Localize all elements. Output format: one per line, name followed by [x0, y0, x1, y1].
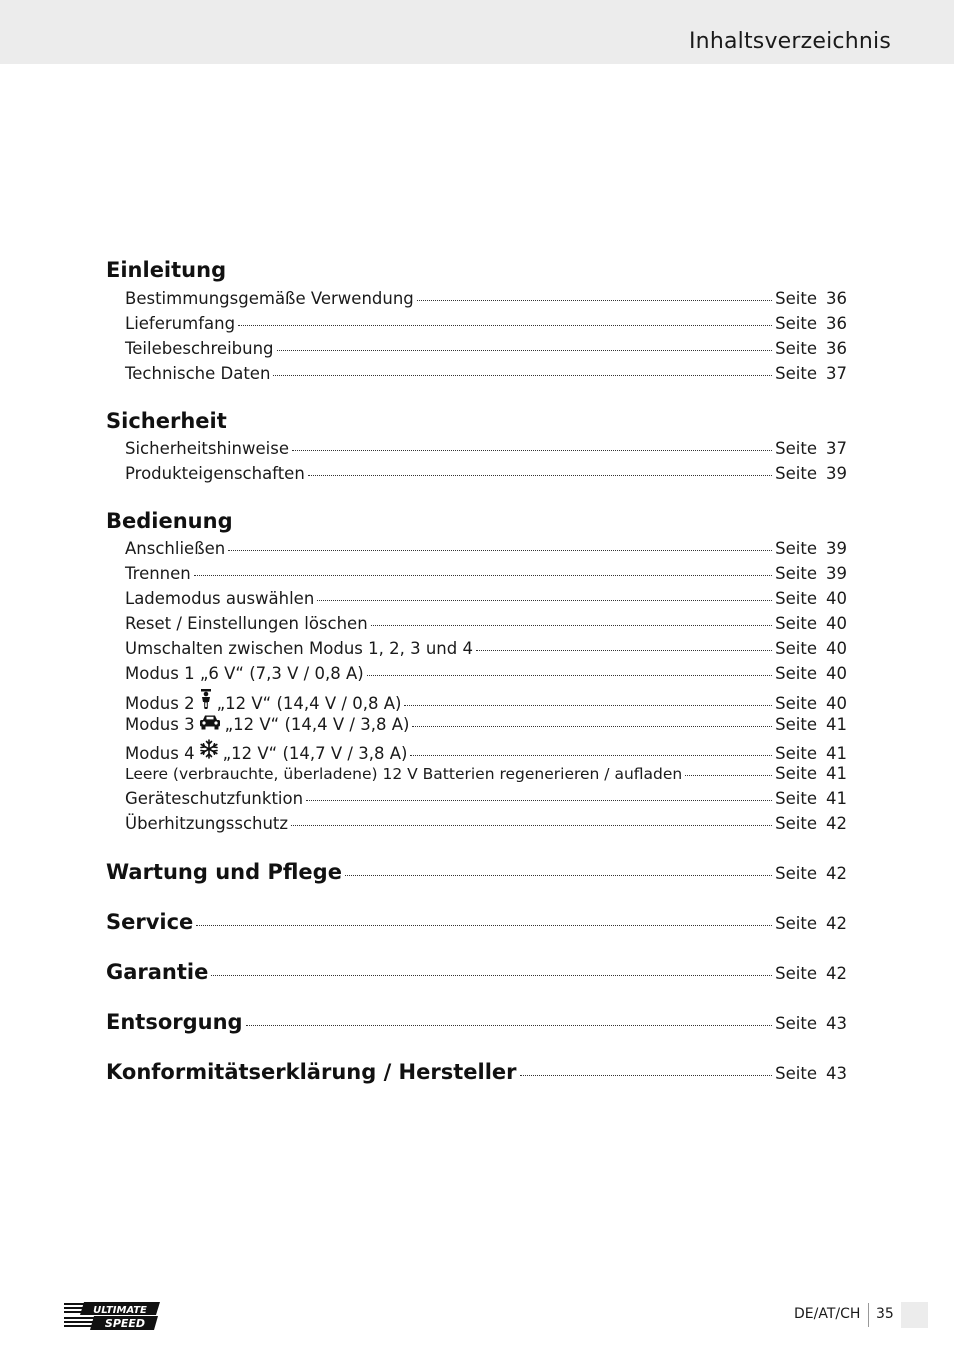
toc-entry-label: Modus 1 „6 V“ (7,3 V / 0,8 A) — [125, 664, 364, 683]
dot-leader — [520, 1075, 773, 1076]
seite-label: Seite — [775, 464, 817, 483]
toc-entry[interactable] — [125, 439, 847, 463]
dot-leader — [476, 650, 772, 651]
section-heading-einleitung: Einleitung — [106, 258, 227, 282]
footer-page-number: 35 — [876, 1306, 894, 1322]
dot-leader — [194, 575, 772, 576]
dot-leader — [211, 975, 772, 976]
seite-label: Seite — [775, 814, 817, 833]
page-number: 42 — [826, 864, 847, 883]
toc-entry-label: Überhitzungsschutz — [125, 814, 289, 833]
seite-label: Seite — [775, 289, 817, 308]
toc-major-label: Entsorgung — [106, 1010, 243, 1034]
dot-leader — [246, 1025, 773, 1026]
toc-major-entry-wartung[interactable] — [106, 860, 847, 884]
toc-entry-label: „12 V“ (14,4 V / 3,8 A) — [224, 715, 410, 734]
seite-label: Seite — [775, 589, 817, 608]
toc-entry-label: „12 V“ (14,4 V / 0,8 A) — [216, 694, 402, 713]
toc-entry-label: Leere (verbrauchte, überladene) 12 V Batterien regenerieren / aufladen — [125, 765, 683, 783]
page-number: 42 — [826, 964, 847, 983]
page-number: 41 — [826, 744, 847, 763]
toc-entry[interactable] — [125, 814, 847, 838]
toc-entry-label: „12 V“ (14,7 V / 3,8 A) — [222, 744, 408, 763]
logo-text-ultimate: ULTIMATE — [93, 1305, 147, 1316]
toc-entry[interactable] — [125, 314, 847, 338]
toc-entry-label: Sicherheitshinweise — [125, 439, 289, 458]
dot-leader — [685, 775, 772, 776]
dot-leader — [308, 475, 772, 476]
dot-leader — [371, 625, 773, 626]
seite-label: Seite — [775, 539, 817, 558]
footer-divider — [868, 1303, 869, 1327]
motorcycle-icon — [199, 689, 213, 713]
seite-label: Seite — [775, 715, 817, 734]
seite-label: Seite — [775, 664, 817, 683]
toc-entry-label: Trennen — [125, 564, 191, 583]
section-heading-bedienung: Bedienung — [106, 509, 233, 533]
dot-leader — [412, 726, 772, 727]
toc-major-label: Service — [106, 910, 194, 934]
dot-leader — [196, 925, 772, 926]
toc-entry-label: Teilebeschreibung — [125, 339, 274, 358]
toc-entry-label: Bestimmungsgemäße Verwendung — [125, 289, 414, 308]
dot-leader — [317, 600, 772, 601]
seite-label: Seite — [775, 744, 817, 763]
logo-text-speed: SPEED — [104, 1317, 146, 1330]
seite-label: Seite — [775, 1064, 817, 1083]
page-number: 36 — [826, 314, 847, 333]
toc-major-entry-konformitaet[interactable] — [106, 1060, 847, 1084]
seite-label: Seite — [775, 614, 817, 633]
toc-entry-label: Lieferumfang — [125, 314, 236, 333]
page-number: 40 — [826, 664, 847, 683]
page-title: Inhaltsverzeichnis — [688, 29, 891, 54]
dot-leader — [417, 300, 772, 301]
toc-entry[interactable] — [125, 339, 847, 363]
seite-label: Seite — [775, 914, 817, 933]
seite-label: Seite — [775, 1014, 817, 1033]
toc-entry-label: Anschließen — [125, 539, 226, 558]
footer-region: DE/AT/CH — [794, 1306, 861, 1322]
toc-entry[interactable] — [125, 789, 847, 813]
seite-label: Seite — [775, 864, 817, 883]
toc-entry[interactable] — [125, 689, 847, 713]
toc-entry-label: Modus 4 — [125, 744, 195, 763]
seite-label: Seite — [775, 339, 817, 358]
toc-entry[interactable] — [125, 464, 847, 488]
seite-label: Seite — [775, 694, 817, 713]
toc-major-label: Wartung und Pflege — [106, 860, 342, 884]
dot-leader — [238, 325, 772, 326]
toc-entry-label: Umschalten zwischen Modus 1, 2, 3 und 4 — [125, 639, 473, 658]
dot-leader — [367, 675, 772, 676]
dot-leader — [273, 375, 772, 376]
toc-entry[interactable] — [125, 739, 847, 763]
seite-label: Seite — [775, 639, 817, 658]
page-number: 40 — [826, 694, 847, 713]
section-heading-sicherheit: Sicherheit — [106, 409, 227, 433]
toc-entry[interactable] — [125, 289, 847, 313]
page-number: 40 — [826, 614, 847, 633]
page-number: 40 — [826, 639, 847, 658]
seite-label: Seite — [775, 439, 817, 458]
toc-entry-label: Geräteschutzfunktion — [125, 789, 304, 808]
seite-label: Seite — [775, 364, 817, 383]
toc-entry-label: Lademodus auswählen — [125, 589, 315, 608]
page-number: 41 — [826, 764, 847, 783]
toc-entry[interactable] — [125, 664, 847, 688]
page-number: 36 — [826, 339, 847, 358]
toc-entry[interactable] — [125, 639, 847, 663]
dot-leader — [410, 755, 772, 756]
car-icon — [199, 714, 221, 734]
seite-label: Seite — [775, 564, 817, 583]
toc-entry[interactable] — [125, 589, 847, 613]
toc-entry-label: Reset / Einstellungen löschen — [125, 614, 368, 633]
toc-entry-label: Produkteigenschaften — [125, 464, 305, 483]
toc-major-entry-garantie[interactable] — [106, 960, 847, 984]
page-number: 43 — [826, 1014, 847, 1033]
page-number: 43 — [826, 1064, 847, 1083]
dot-leader — [291, 825, 772, 826]
dot-leader — [404, 705, 772, 706]
toc-entry[interactable] — [125, 564, 847, 588]
toc-major-entry-service[interactable] — [106, 910, 847, 934]
page-number: 39 — [826, 564, 847, 583]
snowflake-icon — [199, 739, 219, 763]
toc-major-entry-entsorgung[interactable] — [106, 1010, 847, 1034]
toc-entry[interactable] — [125, 614, 847, 638]
page-number: 39 — [826, 464, 847, 483]
toc-entry[interactable] — [125, 539, 847, 563]
toc-major-label: Garantie — [106, 960, 209, 984]
page-number: 42 — [826, 914, 847, 933]
page-number: 40 — [826, 589, 847, 608]
toc-entry-label: Modus 3 — [125, 715, 195, 734]
ultimate-speed-logo — [64, 1300, 162, 1336]
toc-entry-label: Modus 2 — [125, 694, 195, 713]
page-number: 36 — [826, 289, 847, 308]
footer-tab-box — [901, 1302, 928, 1328]
page-number: 41 — [826, 715, 847, 734]
toc-major-label: Konformitätserklärung / Hersteller — [106, 1060, 517, 1084]
seite-label: Seite — [775, 964, 817, 983]
page-number: 39 — [826, 539, 847, 558]
seite-label: Seite — [775, 314, 817, 333]
dot-leader — [292, 450, 772, 451]
page-number: 37 — [826, 439, 847, 458]
page-number: 37 — [826, 364, 847, 383]
toc-entry[interactable] — [125, 714, 847, 738]
dot-leader — [228, 550, 772, 551]
toc-entry[interactable] — [125, 764, 847, 788]
toc-entry-label: Technische Daten — [125, 364, 271, 383]
dot-leader — [345, 875, 772, 876]
toc-entry[interactable] — [125, 364, 847, 388]
seite-label: Seite — [775, 789, 817, 808]
page-number: 41 — [826, 789, 847, 808]
dot-leader — [306, 800, 772, 801]
header-bar — [0, 0, 954, 64]
dot-leader — [277, 350, 773, 351]
page-number: 42 — [826, 814, 847, 833]
seite-label: Seite — [775, 764, 817, 783]
